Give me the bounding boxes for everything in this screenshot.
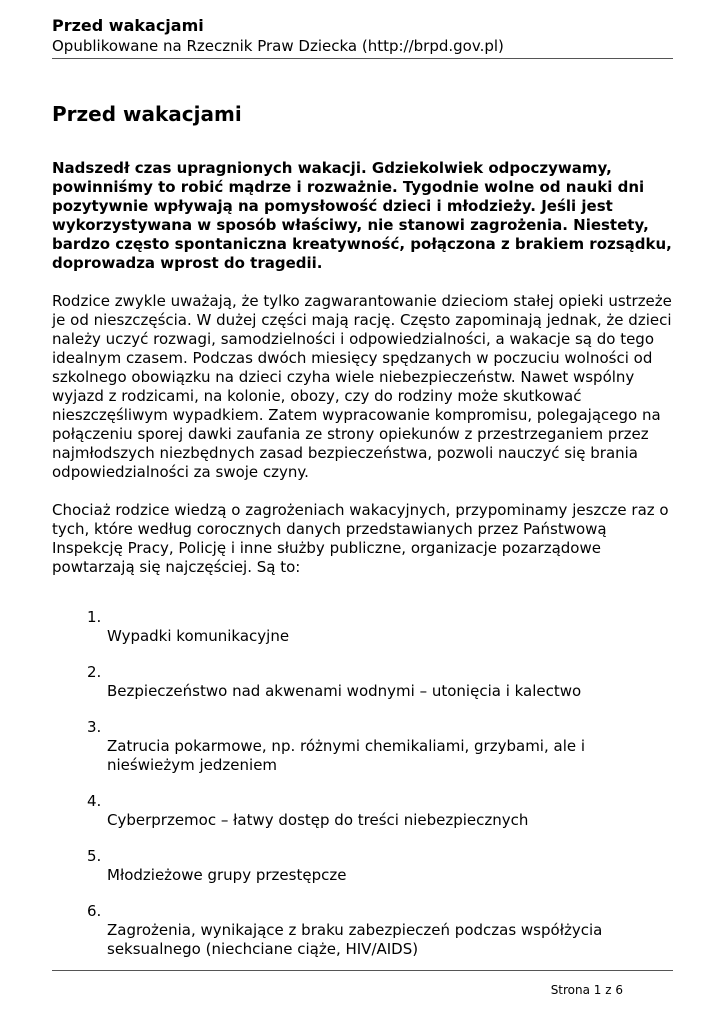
article-title: Przed wakacjami: [52, 102, 242, 126]
list-item-text: Młodzieżowe grupy przestępcze: [107, 866, 347, 884]
list-item: [52, 847, 672, 885]
article-paragraph: Chociaż rodzice wiedzą o zagrożeniach wakacyjnych, przypominamy jeszcze raz o tych, które według corocznych danych przedstawianych przez Państwową Inspekcję Pracy, Policję i inne służby publiczne, organizacje pozarządowe powtarzają się najczęściej. Są to:: [52, 501, 669, 576]
list-item-number: 4.: [87, 792, 102, 810]
footer-divider: [52, 970, 673, 971]
list-item: [52, 663, 672, 701]
page-header: [52, 16, 672, 56]
list-item: [52, 718, 672, 775]
list-item-text: Zatrucia pokarmowe, np. różnymi chemikaliami, grzybami, ale i nieświeżym jedzeniem: [107, 737, 586, 774]
header-subtitle: Opublikowane na Rzecznik Praw Dziecka (http://brpd.gov.pl): [52, 37, 504, 55]
list-item-number: 2.: [87, 663, 102, 681]
list-item-text: Zagrożenia, wynikające z braku zabezpieczeń podczas współżycia seksualnego (niechciane ciąże, HIV/AIDS): [107, 921, 603, 958]
article-lead: Nadszedł czas upragnionych wakacji. Gdziekolwiek odpoczywamy, powinniśmy to robić mądrze i rozważnie. Tygodnie wolne od nauki dni pozytywnie wpływają na pomysłowość dzieci i młodzieży. Jeśli jest wykorzystywana w sposób właściwy, nie stanowi zagrożenia. Niestety, bardzo często spontaniczna kreatywność, połączona z brakiem rozsądku, doprowadza wprost do tragedii.: [52, 159, 672, 272]
list-item-text: Cyberprzemoc – łatwy dostęp do treści niebezpiecznych: [107, 811, 529, 829]
page-number: Strona 1 z 6: [550, 983, 623, 997]
list-item-number: 5.: [87, 847, 102, 865]
article-body: [52, 159, 672, 976]
list-item-number: 3.: [87, 718, 102, 736]
list-item-number: 6.: [87, 902, 102, 920]
header-divider: [52, 58, 673, 59]
list-item: [52, 792, 672, 830]
list-item-text: Wypadki komunikacyjne: [107, 627, 290, 645]
list-item-text: Bezpieczeństwo nad akwenami wodnymi – utonięcia i kalectwo: [107, 682, 582, 700]
list-item-number: 1.: [87, 608, 102, 626]
header-title: Przed wakacjami: [52, 16, 204, 35]
hazards-list: [52, 608, 672, 959]
article-paragraph: Rodzice zwykle uważają, że tylko zagwarantowanie dzieciom stałej opieki ustrzeże je od nieszczęścia. W dużej części mają rację. Często zapominają jednak, że dzieci należy uczyć rozwagi, samodzielności i odpowiedzialności, a wakacje są do tego idealnym czasem. Podczas dwóch miesięcy spędzanych w poczuciu wolności od szkolnego obowiązku na dzieci czyha wiele niebezpieczeństw. Nawet wspólny wyjazd z rodzicami, na kolonie, obozy, czy do rodziny może skutkować nieszczęśliwym wypadkiem. Zatem wypracowanie kompromisu, polegającego na połączeniu sporej dawki zaufania ze strony opiekunów z przestrzeganiem przez najmłodszych niezbędnych zasad bezpieczeństwa, pozwoli nauczyć się brania odpowiedzialności za swoje czyny.: [52, 292, 672, 481]
list-item: [52, 608, 672, 646]
list-item: [52, 902, 672, 959]
